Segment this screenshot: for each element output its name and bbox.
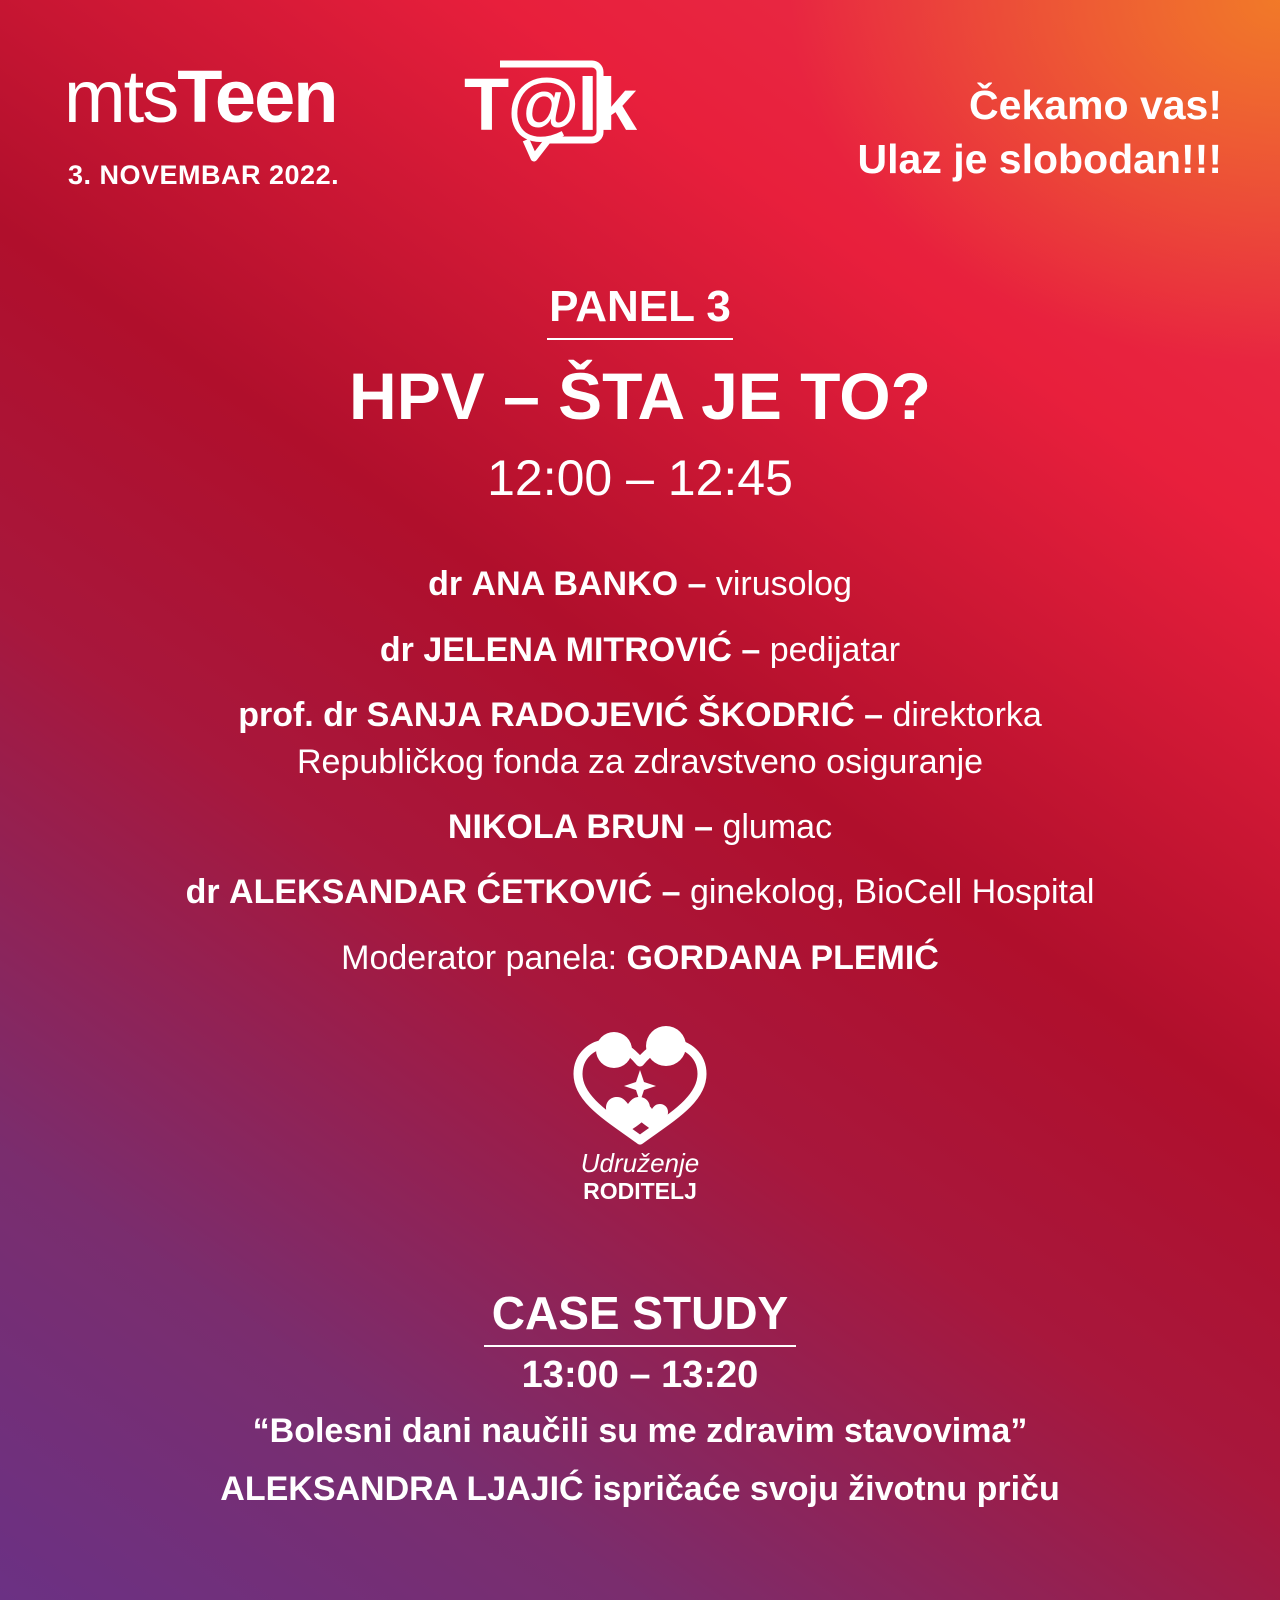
speaker-name: JELENA MITROVIĆ [423, 631, 732, 669]
panel-title: HPV – ŠTA JE TO? [349, 359, 931, 433]
dash: – [864, 696, 884, 734]
speaker-prefix: dr [428, 565, 463, 603]
speaker-role: direktorka [892, 696, 1042, 734]
dash: – [741, 631, 761, 669]
invite-text [858, 78, 1222, 186]
logo-teen: Teen [177, 55, 337, 138]
case-study-quote: “Bolesni dani naučili su me zdravim stavovima” [252, 1412, 1028, 1450]
speaker-row [0, 562, 1280, 606]
case-study-label [0, 1286, 1280, 1347]
moderator-row [0, 936, 1280, 980]
hearts-icon [570, 1030, 710, 1146]
invite-line-1: Čekamo vas! [969, 82, 1222, 128]
speaker-role: ginekolog, BioCell Hospital [689, 873, 1095, 911]
speaker-row [0, 805, 1280, 849]
case-study-story: ispričaće svoju životnu priču [593, 1470, 1060, 1508]
speaker-name: ANA BANKO [471, 565, 679, 603]
speaker-role-continued [0, 740, 1280, 784]
case-study-label-text: CASE STUDY [484, 1287, 796, 1347]
case-study-presenter: ALEKSANDRA LJAJIĆ [220, 1470, 584, 1508]
logo-talk: T@lk [464, 63, 636, 146]
udruzenje-roditelj-logo [570, 1030, 710, 1210]
invite-line-2: Ulaz je slobodan!!! [857, 136, 1222, 182]
mts-teentalk-logo [64, 55, 636, 208]
speaker-role: virusolog [715, 565, 852, 603]
partner-name-line-2: RODITELJ [583, 1178, 697, 1204]
speaker-prefix: dr [185, 873, 220, 911]
panel-label-text: PANEL 3 [547, 282, 733, 340]
speaker-role: glumac [722, 808, 833, 846]
logo-wordmark [64, 55, 337, 138]
panel-time: 12:00 – 12:45 [487, 450, 793, 506]
dash: – [694, 808, 714, 846]
event-date: 3. NOVEMBAR 2022. [68, 160, 340, 190]
case-study-presenter-row [0, 1466, 1280, 1512]
partner-name-line-1: Udruženje [580, 1148, 700, 1178]
speaker-prefix: dr [379, 631, 414, 669]
speaker-name: ALEKSANDAR ĆETKOVIĆ [229, 873, 653, 911]
dash: – [687, 565, 707, 603]
speaker-name: NIKOLA BRUN [447, 808, 685, 846]
speaker-row [0, 693, 1280, 737]
speaker-role: pedijatar [769, 631, 901, 669]
speaker-name: SANJA RADOJEVIĆ ŠKODRIĆ [366, 696, 855, 734]
speaker-role-line-2: Republičkog fonda za zdravstveno osiguranje [296, 743, 984, 781]
case-study-time: 13:00 – 13:20 [521, 1354, 759, 1396]
speaker-row [0, 628, 1280, 672]
moderator-name: GORDANA PLEMIĆ [626, 939, 939, 977]
panel-label [0, 282, 1280, 340]
logo-mts: mts [64, 55, 178, 138]
dash: – [661, 873, 681, 911]
speech-bubble-logo-icon [464, 58, 636, 166]
speaker-row [0, 870, 1280, 914]
speaker-prefix: prof. dr [238, 696, 358, 734]
moderator-label: Moderator panela: [341, 939, 618, 977]
